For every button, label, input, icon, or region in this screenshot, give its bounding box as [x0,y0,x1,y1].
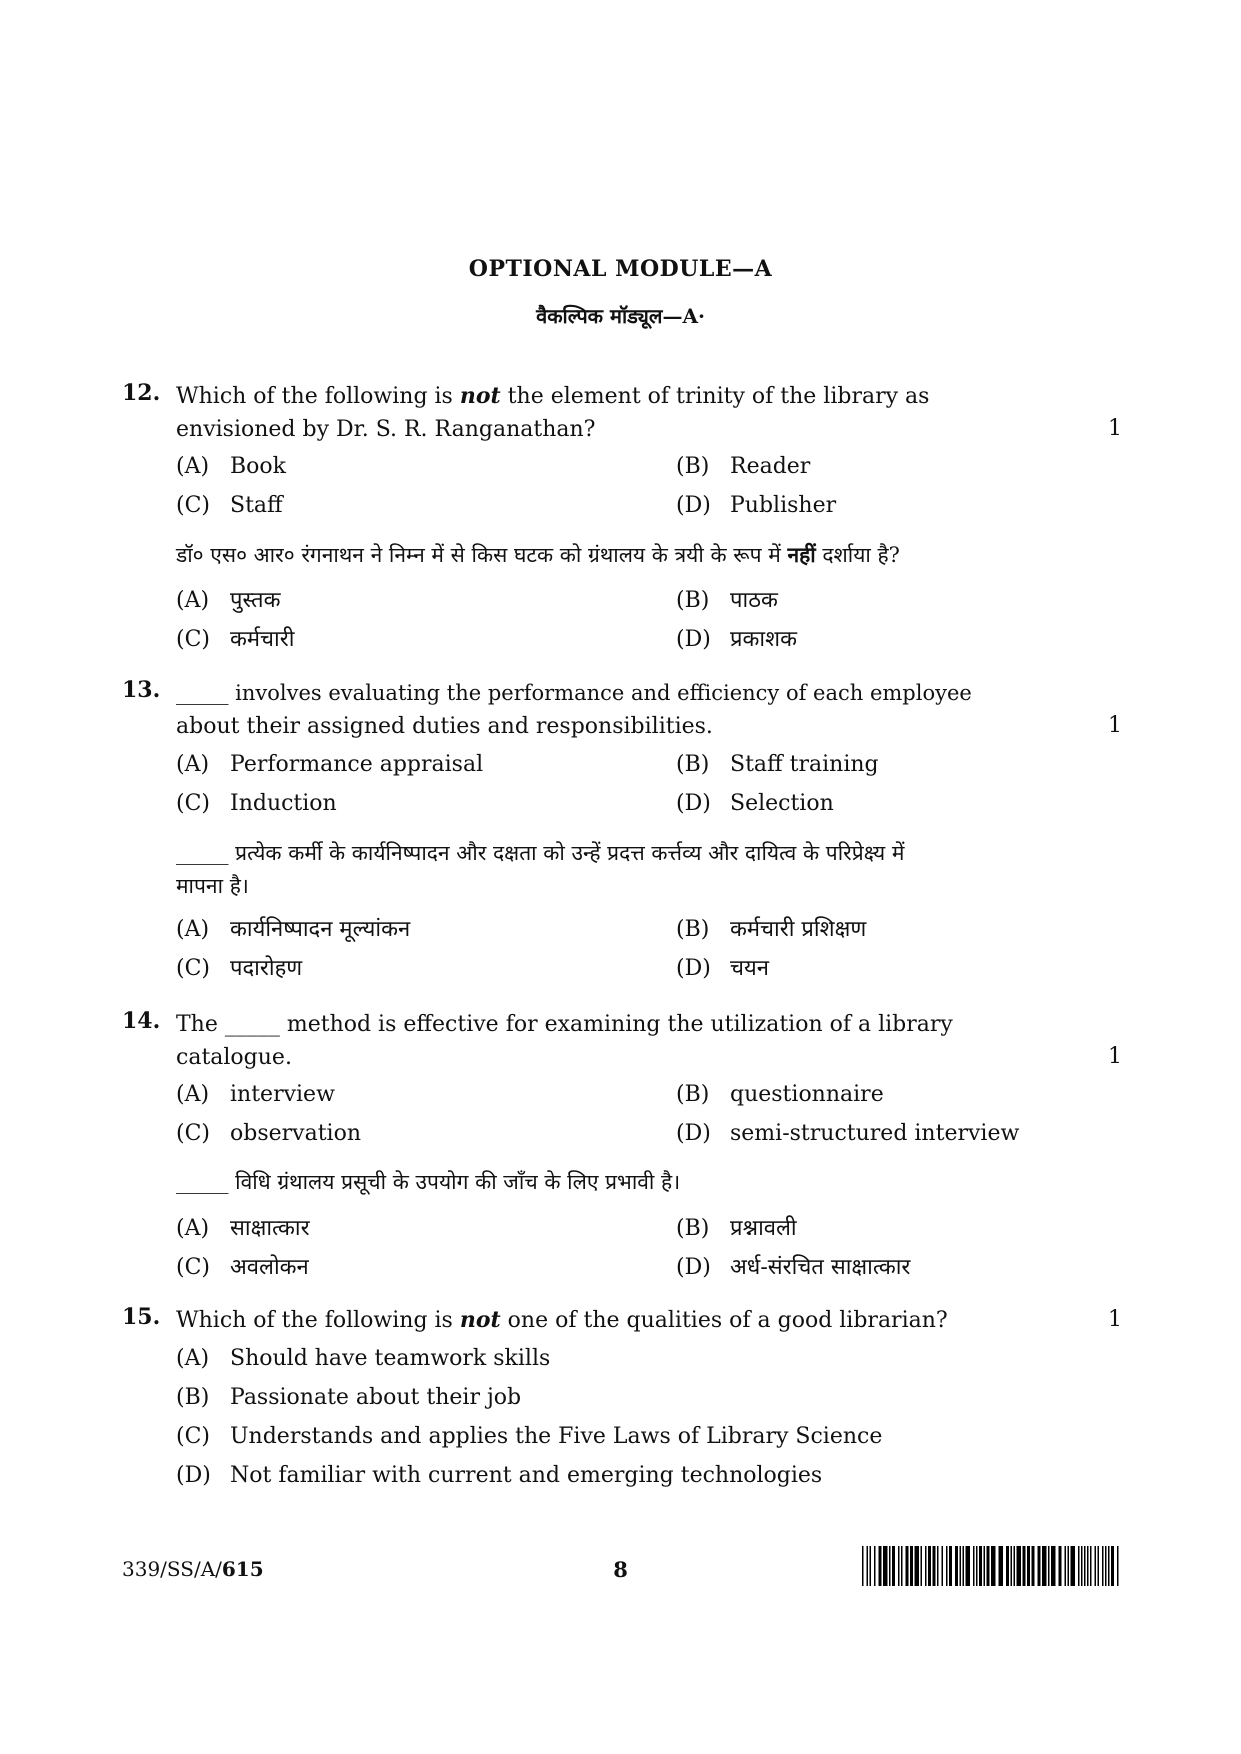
barcode-bar [1042,1546,1047,1586]
option-a: (A) interview [176,1082,335,1107]
barcode-bar [937,1546,939,1586]
barcode-bar [973,1546,975,1586]
barcode-bar [870,1546,872,1586]
barcode-bar [1111,1546,1114,1586]
barcode-bar [1098,1546,1100,1586]
barcode-bar [906,1546,909,1586]
hindi-option-d: (D) प्रकाशक [676,627,797,652]
option-a: (A) Book [176,454,286,479]
option-c: (C) Staff [176,493,283,518]
barcode-bar [892,1546,895,1586]
barcode-bar [910,1546,913,1586]
barcode-bar [901,1546,903,1586]
barcode-bar [960,1546,962,1586]
emphasis-not: not [459,1307,501,1333]
option-d: (D) Publisher [676,493,837,518]
barcode-bar [1105,1546,1107,1586]
barcode-bar [979,1546,982,1586]
barcode-bar [1117,1546,1119,1586]
option-c: (C) Understands and applies the Five Laws of Library Science [176,1424,883,1449]
barcode-bar [987,1546,990,1586]
question-stem-hindi-line2: मापना है। [176,874,249,898]
barcode-bar [1006,1546,1009,1586]
barcode-bar [1108,1546,1110,1586]
barcode-bar [991,1546,996,1586]
question-number: 15. [122,1304,161,1330]
barcode-bar [1084,1546,1086,1586]
marks: 1 [1108,416,1122,441]
option-c: (C) Induction [176,791,337,816]
emphasis-nahin: नहीं [787,542,816,567]
question-stem: Which of the following is not the element of trinity of the library as [176,383,930,409]
barcode-bar [1095,1546,1097,1586]
page-number: 8 [613,1557,628,1582]
barcode-bar [879,1546,882,1586]
barcode-bar [862,1546,864,1586]
question-stem-hindi: डॉ० एस० आर० रंगनाथन ने निम्न में से किस घटक को ग्रंथालय के त्रयी के रूप में नहीं दर्शाया है? [176,542,900,567]
hindi-option-a: (A) कार्यनिष्पादन मूल्यांकन [176,917,411,942]
option-a: (A) Performance appraisal [176,752,484,777]
barcode-bar [1065,1546,1067,1586]
barcode-bar [1038,1546,1041,1586]
barcode-bar [921,1546,923,1586]
barcode-bar [1014,1546,1016,1586]
barcode-bar [942,1546,944,1586]
question-stem: The _____ method is effective for examining the utilization of a library [176,1012,953,1037]
option-b: (B) Reader [676,454,811,479]
barcode-bar [1032,1546,1035,1586]
barcode-bar [915,1546,920,1586]
barcode-bar [1059,1546,1062,1586]
hindi-option-c: (C) अवलोकन [176,1255,309,1280]
barcode-bar [874,1546,876,1586]
option-c: (C) observation [176,1121,361,1146]
hindi-option-a: (A) साक्षात्कार [176,1216,310,1241]
barcode-bar [1048,1546,1050,1586]
barcode-bar [1068,1546,1070,1586]
barcode-bar [898,1546,900,1586]
barcode-bar [889,1546,891,1586]
barcode-bar [1027,1546,1030,1586]
barcode-bar [1081,1546,1083,1586]
option-b: (B) Staff training [676,752,879,777]
marks: 1 [1108,713,1122,738]
module-heading-english: OPTIONAL MODULE—A [468,256,773,282]
hindi-option-c: (C) कर्मचारी [176,627,295,652]
option-d: (D) Selection [676,791,834,816]
hindi-option-b: (B) प्रश्नावली [676,1216,797,1241]
option-a: (A) Should have teamwork skills [176,1346,551,1371]
barcode-bar [883,1546,888,1586]
barcode-bar [1023,1546,1026,1586]
barcode-bar [928,1546,931,1586]
barcode-bar [1011,1546,1013,1586]
barcode-bar [999,1546,1004,1586]
option-b: (B) questionnaire [676,1082,884,1107]
question-stem-line2: catalogue. [176,1045,292,1070]
barcode-bar [949,1546,952,1586]
barcode-bar [933,1546,936,1586]
hindi-option-b: (B) कर्मचारी प्रशिक्षण [676,917,867,942]
paper-code: 339/SS/A/615 [122,1557,264,1581]
barcode-bar [1071,1546,1076,1586]
option-d: (D) semi-structured interview [676,1121,1020,1146]
question-number: 12. [122,380,161,406]
barcode-bar [955,1546,958,1586]
barcode-bar [867,1546,869,1586]
question-stem: Which of the following is not one of the qualities of a good librarian? [176,1307,948,1333]
hindi-option-c: (C) पदारोहण [176,956,303,981]
emphasis-not: not [459,383,501,409]
barcode-bar [976,1546,978,1586]
question-stem-hindi: _____ विधि ग्रंथालय प्रसूची के उपयोग की जाँच के लिए प्रभावी है। [176,1170,681,1194]
question-stem-hindi: _____ प्रत्येक कर्मी के कार्यनिष्पादन और दक्षता को उन्हें प्रदत्त कर्त्तव्य और दायित्व के परिप्रेक्ष्य में [176,841,905,865]
barcode-bar [963,1546,965,1586]
option-b: (B) Passionate about their job [176,1385,522,1410]
question-stem: _____ involves evaluating the performance and efficiency of each employee [176,681,972,705]
barcode-bar [1102,1546,1104,1586]
option-d: (D) Not familiar with current and emerging technologies [176,1463,823,1488]
barcode-image [862,1546,1120,1586]
hindi-option-d: (D) चयन [676,956,769,981]
barcode-bar [966,1546,971,1586]
barcode-bar [1090,1546,1092,1586]
barcode-bar [984,1546,986,1586]
hindi-option-a: (A) पुस्तक [176,588,281,613]
marks: 1 [1108,1307,1122,1332]
barcode-bar [1078,1546,1080,1586]
barcode-bar [946,1546,948,1586]
question-number: 14. [122,1008,161,1034]
hindi-option-b: (B) पाठक [676,588,778,613]
marks: 1 [1108,1044,1122,1069]
question-number: 13. [122,677,161,703]
module-heading-hindi: वैकल्पिक मॉड्यूल—A· [536,304,705,328]
barcode-bar [1017,1546,1022,1586]
barcode-bar [1087,1546,1089,1586]
barcode-bar [1051,1546,1056,1586]
hindi-option-d: (D) अर्ध-संरचित साक्षात्कार [676,1255,911,1280]
barcode-bar [925,1546,927,1586]
question-stem-line2: about their assigned duties and responsibilities. [176,714,713,739]
question-stem-line2: envisioned by Dr. S. R. Ranganathan? [176,417,596,442]
